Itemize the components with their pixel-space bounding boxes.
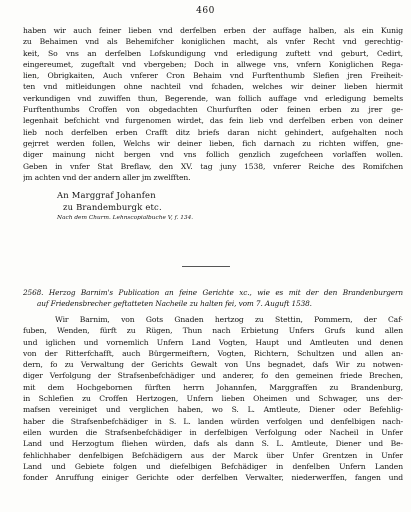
text-line: Geben in vnfer Stat Breflaw, den XV. tag juny 1538, vnferer Reiche des Romifchen	[23, 161, 403, 171]
text-line: fuben, Wenden, fürft zu Rügen, Thun nach Erbietung Unfers Grufs kund allen	[23, 326, 403, 336]
text-line: legenhait befchicht vnd furgenomen wirdet, das fein lieb vnd derfelben erben von deiner	[23, 116, 403, 126]
text-line: Furftenthumbs Croffen von obgedachten Churfurften oder feinen erben zu jrer ge-	[23, 105, 403, 115]
text-line: jm achten vnd der andern aller jm zwelfften.	[23, 172, 191, 182]
text-line: lien, Obrigkaiten, Auch vnferer Cron Behaim vnd Furftenthumb Slefien jren Freiheit-	[23, 71, 403, 81]
text-line: lieb noch derfelben erben Crafft ditz briefs daran nicht gehindert, aufgehalten noch	[23, 127, 403, 137]
text-line: gejrret werden follen, Welchs wir deiner lieben, fich darnach zu richten wiffen, gne-	[23, 138, 403, 148]
text-line: ten vnd mitleidungen ohne nachteil vnd fchaden, welches wir deiner lieben hiermit	[23, 82, 403, 92]
text-line: eingereumet, zugeftalt vnd vbergeben; Doch in allwege vns, vnfern Koniglichen Rega-	[23, 59, 403, 69]
document-heading	[23, 287, 403, 309]
text-line: fonder Anruffung einiger Gerichte oder derfelben Verwalter, niederwerffen, fangen und	[23, 473, 403, 483]
text-line: Land und Gebiete folgen und diefelbigen Befchädiger in denfelben Unfern Landen	[23, 461, 403, 471]
text-line: in Schlefien zu Croffen Hertzogen, Unfern lieben Oheimen und Schwager, uns der-	[23, 394, 403, 404]
text-line: fehlichhaber denfelbigen Befchädigern aus der Marck über Unfer Grentzen in Unfer	[23, 450, 403, 460]
addressee-line: zu Brandemburgk etc.	[63, 202, 162, 212]
heading-line: auf Friedensbrecher geftatteten Nacheile zu halten fei, vom 7. Auguft 1538.	[37, 299, 312, 308]
text-line: diger Verfolgung der Strafsenbefchädiger und anderer, fo den gemeinen friede Brechen,	[23, 371, 403, 381]
text-line: diger mainung nicht bergen vnd vns follich genzlich zugefcheen vorlaffen wollen.	[23, 150, 403, 160]
addressee-line: An Marggraf Johanfen	[57, 190, 156, 200]
text-line: eilen wurden die Strafsenbefchädiger in derfelbigen Verfolgung oder Nacheil in Unfer	[23, 427, 403, 437]
page-number: 460	[196, 6, 215, 16]
top-paragraph	[23, 25, 403, 183]
text-line: zu Behaimen vnd als Behemifcher koniglichen macht, als vnfer Recht vnd gerechtig-	[23, 37, 403, 47]
heading-line: 2568. Herzog Barnim's Publication an feine Gerichte xc., wie es mit der den Brandenburgern	[23, 288, 403, 297]
signature-block	[57, 189, 357, 223]
text-line: verkundigen vnd zuwiffen thun, Begerende, wan follich auffage vnd erledigung bemelts	[23, 93, 403, 103]
section-divider	[182, 266, 230, 267]
source-note: Nach dem Churm. Lehnscopialbuche V, f. 134.	[57, 215, 194, 221]
text-line: mafsen vereiniget und verglichen haben, wo S. L. Amtleute, Diener oder Befehlig-	[23, 405, 403, 415]
bottom-paragraph	[23, 314, 403, 483]
text-line: von der Ritterfchafft, auch Bürgermeiftern, Vogten, Richtern, Schultzen und allen an-	[23, 348, 403, 358]
text-line: haber die Strafsenbefchädiger in S. L. landen würden verfolgen und denfelbigen nach-	[23, 416, 403, 426]
text-line: und iglichen und vornemlich Unfern Land Vogten, Haupt und Amtleuten und denen	[23, 337, 403, 347]
text-line: dern, fo zu Verwaltung der Gerichts Gewalt von Uns begnadet, dafs Wir zu notwen-	[23, 360, 403, 370]
text-line: Wir Barnim, von Gots Gnaden hertzog zu Stettin, Pommern, der Caf-	[55, 315, 403, 324]
text-line: haben wir auch feiner lieben vnd derfelben erben der auffage halben, als ein Kunig	[23, 26, 403, 35]
text-line: mit dem Hochgebornen fürften herrn Johannfen, Marggraffen zu Brandenburg,	[23, 382, 403, 392]
text-line: keit, So vns an derfelben Lofskundigung vnd erledigung zuftett vnd geburt, Cedirt,	[23, 48, 403, 58]
text-line: Land und Herzogtum fliehen würden, dafs als dann S. L. Amtleute, Diener und Be-	[23, 439, 403, 449]
